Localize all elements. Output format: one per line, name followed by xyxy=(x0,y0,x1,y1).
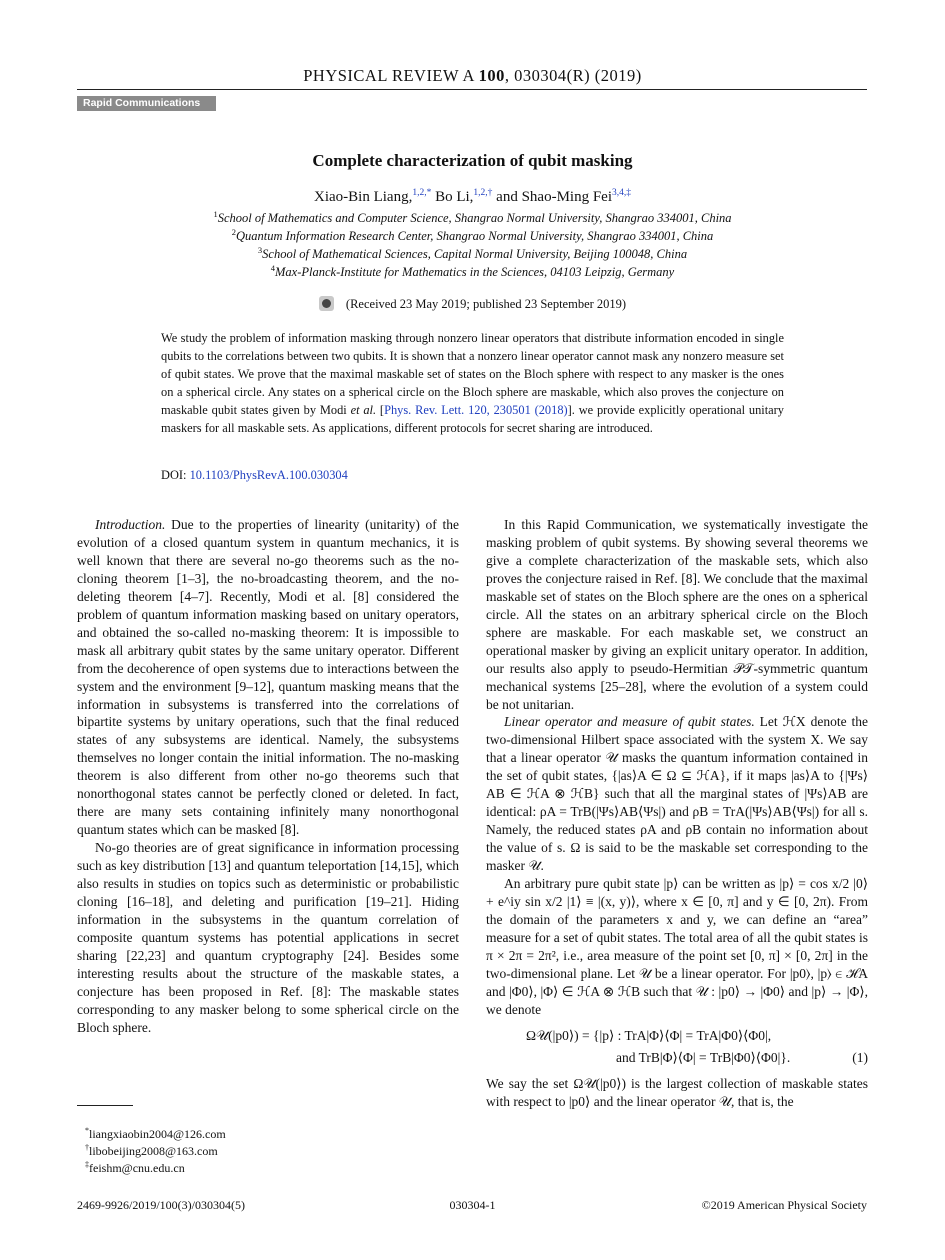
left-column xyxy=(77,516,459,1037)
footnote-mark: † xyxy=(85,1143,89,1152)
paragraph-introduction xyxy=(77,516,459,839)
section-heading-linear-operator: Linear operator and measure of qubit states. xyxy=(504,714,755,730)
equation-line-2 xyxy=(486,1047,868,1069)
author-name: and Shao-Ming Fei xyxy=(492,189,612,205)
footnote-email[interactable]: liangxiaobin2004@126.com xyxy=(89,1127,226,1141)
right-column xyxy=(486,516,868,1111)
footer-issn: 2469-9926/2019/100(3)/030304(5) xyxy=(77,1198,245,1212)
footnote-2 xyxy=(85,1143,218,1159)
affiliation-4 xyxy=(0,263,945,280)
affiliation-1 xyxy=(0,209,945,226)
journal-name: PHYSICAL REVIEW A xyxy=(303,66,475,85)
affiliation-text: Quantum Information Research Center, Shangrao Normal University, Shangrao 334001, China xyxy=(235,229,714,244)
footnote-mark: * xyxy=(85,1126,89,1135)
footnote-email[interactable]: libobeijing2008@163.com xyxy=(89,1144,218,1158)
author-list xyxy=(0,188,945,206)
affiliation-3 xyxy=(0,245,945,262)
doi-line xyxy=(161,468,348,483)
journal-volume: 100 xyxy=(478,66,505,85)
section-heading-introduction: Introduction. xyxy=(95,517,166,532)
abstract-etal: et al. xyxy=(350,402,377,417)
author-affil-link[interactable]: 3,4,‡ xyxy=(612,188,631,198)
paragraph-text: Due to the properties of linearity (unitarity) of the evolution of a closed quantum system in quantum mechanics, it is well known that there are several no-go theorems such as the no-cloning theorem [1–3], the no-broadcasting theorem, and the no-deleting theorem [4–7]. Recently, Modi et al. [8] considered the problem of quantum information masking based on unitary operators, and obtained the so-called no-masking theorem: It is impossible to mask all arbitrary qubit states by the same unitary operator. Different from the decoherence of open systems due to interactions between the system and the environment [9–12], quantum masking means that the information in subsystems is transferred into the correlations of bipartite systems by unitary operations, such that the final reduced states of any subsystems are identical. Namely, the subsystems themselves no longer contain the initial information. The no-masking theorem is also different from other no-go theorems such that nonorthogonal states cannot be perfectly cloned or deleted. In fact, there are many sets containing infinitely many nonorthogonal quantum states which can be masked [8]. xyxy=(77,517,459,838)
abstract-text: We study the problem of information masking through nonzero linear operators that distribute information encoded in single qubits to the correlations between two qubits. It is shown that a nonzero linear operator cannot mask any nonzero measure set of qubit states. We prove that the maximal maskable set of states on the Bloch sphere with respect to any masker is the ones on a spherical circle. Any states on a spherical circle on the Bloch sphere are maskable, which also proves the conjecture on maskable qubit states given by Modi xyxy=(161,331,784,417)
equation-line-1: Ω𝒰(|p0⟩) = {|p⟩ : TrA|Φ⟩⟨Φ| = TrA|Φ0⟩⟨Φ0|, xyxy=(526,1027,772,1043)
equation-number: (1) xyxy=(852,1049,868,1065)
affiliation-text: School of Mathematics and Computer Science, Shangrao Normal University, Shangrao 334001, China xyxy=(217,211,732,226)
abstract xyxy=(161,330,784,437)
abstract-bracket: [ xyxy=(376,402,385,417)
footer-copyright: ©2019 American Physical Society xyxy=(701,1198,867,1212)
affiliation-2 xyxy=(0,227,945,244)
affiliation-number: 3 xyxy=(257,245,263,255)
footnote-1 xyxy=(85,1126,226,1142)
equation-1 xyxy=(486,1025,868,1069)
crossmark-icon[interactable] xyxy=(319,296,334,311)
abstract-reference-link[interactable]: Phys. Rev. Lett. 120, 230501 (2018) xyxy=(384,402,568,417)
paragraph-no-go: No-go theories are of great significance in information processing such as key distribution [13] and quantum teleportation [14,15], which also results in studies on topics such as deterministic or probabilistic cloning [16–18], and deleting and purification [19–21]. Hiding information in the subsystems in the quantum correlation of composite quantum systems has potential applications in secret sharing [22,23] and quantum cryptography [24]. Besides some interesting results about the structure of the maskable states, a conjecture has been proposed in Ref. [8]: The maskable states corresponding to any masker belong to some spherical circle on the Bloch sphere. xyxy=(77,840,459,1035)
footnote-rule xyxy=(77,1105,133,1106)
doi-label: DOI: xyxy=(161,468,190,482)
section-badge: Rapid Communications xyxy=(77,96,216,111)
affiliation-text: Max-Planck-Institute for Mathematics in the Sciences, 04103 Leipzig, Germany xyxy=(275,265,675,280)
abstract-text: ]. we provide explicitly operational unitary maskers for all maskable sets. As applications, different protocols for secret sharing are introduced. xyxy=(161,402,784,435)
paragraph-text: Let ℋX denote the two-dimensional Hilbert space associated with the system X. We say that a linear operator 𝒰 masks the quantum information contained in the set of qubit states, {|as⟩A ∈ Ω ⊆ ℋA}, if it maps |as⟩A to {|Ψs⟩AB ∈ ℋA ⊗ ℋB} such that all the marginal states of |Ψs⟩AB are identical: ρA = TrB(|Ψs⟩AB⟨Ψs|) and ρB = TrA(|Ψs⟩AB⟨Ψs|) for all s. Namely, the reduced states ρA and ρB contain no information about the value of s. Ω is said to be the maskable set corresponding to the masker 𝒰. xyxy=(486,714,869,874)
paragraph-pure-state: An arbitrary pure qubit state |p⟩ can be written as |p⟩ = cos x/2 |0⟩ + e^iy sin x/2 |1⟩ ≡ |(x, y)⟩, where x ∈ [0, π] and y ∈ [0, 2π). From the domain of the parameters x and y, we can define an “area” measure for a set of qubit states. The total area of all the qubit states is π × 2π = 2π², i.e., area measure of the point set [0, π] × [0, 2π] in the two-dimensional plane. Let 𝒰 be a linear operator. For |p0⟩, |p⟩ ∈ ℋA and |Φ0⟩, |Φ⟩ ∈ ℋA ⊗ ℋB such that 𝒰 : |p0⟩ → |Φ0⟩ and |p⟩ → |Φ⟩, we denote xyxy=(486,876,868,1017)
affiliation-number: 2 xyxy=(231,227,236,237)
received-line xyxy=(0,296,945,312)
footnote-3 xyxy=(85,1160,185,1176)
article-id: , 030304(R) (2019) xyxy=(504,66,642,85)
journal-header xyxy=(0,66,945,86)
paragraph-largest-collection: We say the set Ω𝒰(|p0⟩) is the largest collection of maskable states with respect to |p0⟩ and the linear operator 𝒰, that is, the xyxy=(486,1075,868,1109)
received-dates: (Received 23 May 2019; published 23 September 2019) xyxy=(345,297,627,311)
author-name: Xiao-Bin Liang, xyxy=(314,189,413,205)
author-affil-link[interactable]: 1,2,* xyxy=(412,188,432,198)
paragraph-linear-operator xyxy=(486,713,868,875)
paragraph-rapid-communication: In this Rapid Communication, we systematically investigate the masking problem of qubit systems. By showing several theorems we give a complete characterization of the maskable sets, which also proves the conjecture raised in Ref. [8]. We conclude that the maximal maskable set of states on the Bloch sphere are the ones on a spherical circle. All the states on an arbitrary spherical circle on the Bloch sphere are maskable. For each maskable set, we construct an operational masker by giving an explicit unitary operator. In addition, our results also apply to pseudo-Hermitian 𝒫𝒯-symmetric quantum mechanical systems [25–28], where the evolution of a system could be not unitarian. xyxy=(486,517,868,712)
header-rule xyxy=(77,89,867,90)
affiliation-number: 1 xyxy=(213,209,218,219)
footer-page-id: 030304-1 xyxy=(449,1198,496,1212)
footnote-email[interactable]: feishm@cnu.edu.cn xyxy=(89,1161,185,1175)
author-name: Bo Li, xyxy=(431,189,474,205)
affiliation-text: School of Mathematical Sciences, Capital Normal University, Beijing 100048, China xyxy=(262,247,688,262)
paper-title: Complete characterization of qubit masking xyxy=(312,151,633,170)
affiliation-number: 4 xyxy=(270,263,276,273)
author-affil-link[interactable]: 1,2,† xyxy=(473,188,493,198)
doi-link[interactable]: 10.1103/PhysRevA.100.030304 xyxy=(189,468,348,482)
equation-text: and TrB|Φ⟩⟨Φ| = TrB|Φ0⟩⟨Φ0|}. xyxy=(616,1049,791,1065)
footnote-mark: ‡ xyxy=(85,1160,89,1169)
